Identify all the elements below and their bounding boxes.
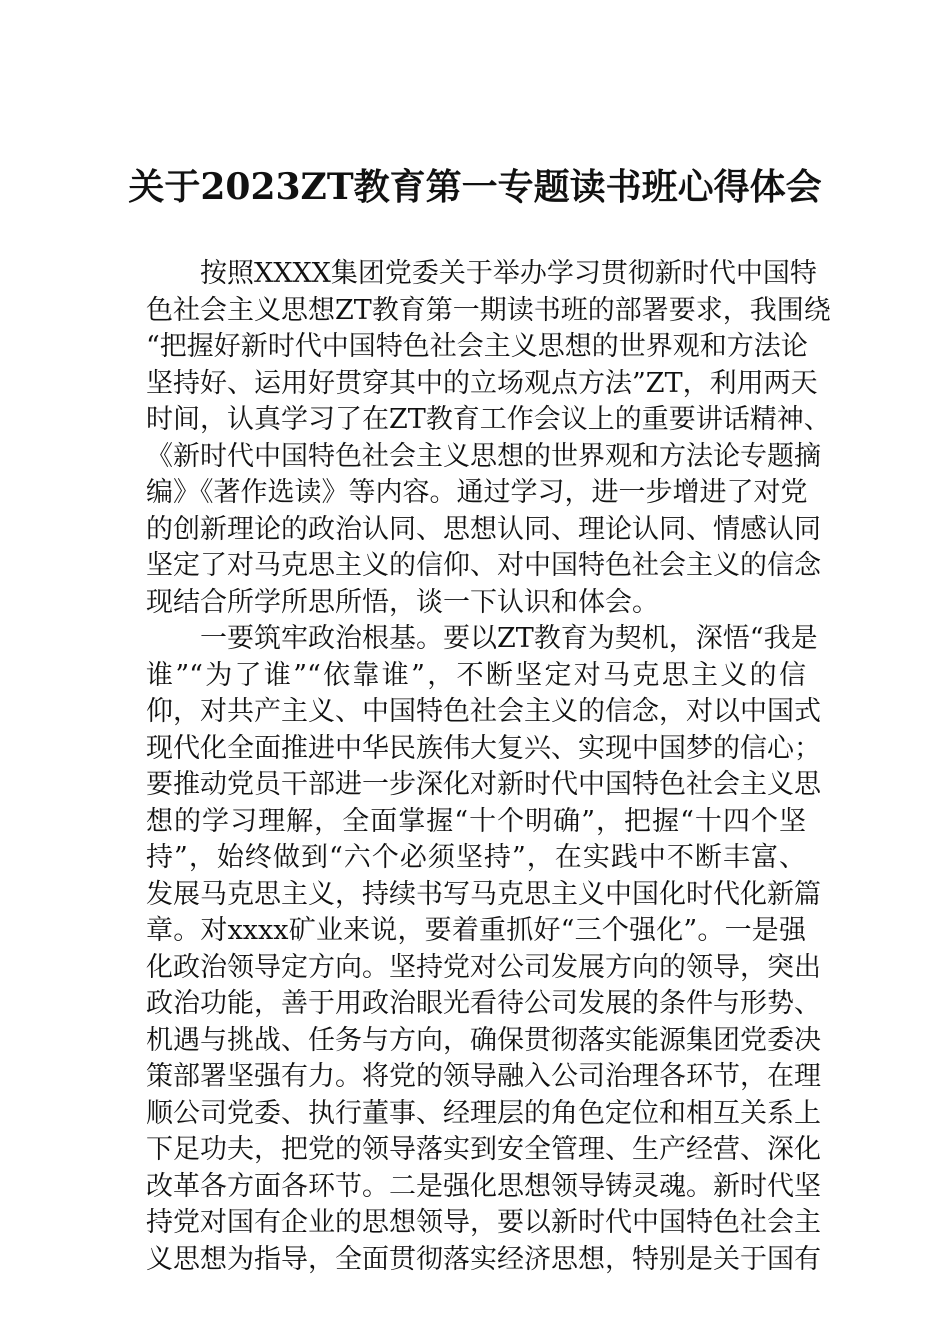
paragraph-line: 政治功能，善于用政治眼光看待公司发展的条件与形势、: [146, 988, 821, 1019]
paragraph-line: 章。对xxxx矿业来说，要着重抓好“三个强化”。一是强: [146, 915, 806, 946]
paragraph-line: 坚定了对马克思主义的信仰、对中国特色社会主义的信念: [146, 550, 821, 581]
paragraph-1: [146, 256, 831, 621]
paragraph-line: 策部署坚强有力。将党的领导融入公司治理各环节，在理: [146, 1061, 821, 1092]
paragraph-line: 义思想为指导，全面贯彻落实经济思想，特别是关于国有: [146, 1243, 821, 1275]
paragraph-line: 《新时代中国特色社会主义思想的世界观和方法论专题摘: [146, 440, 821, 472]
paragraph-line: 的创新理论的政治认同、思想认同、理论认同、情感认同: [146, 513, 821, 545]
paragraph-line: 化政治领导定方向。坚持党对公司发展方向的领导，突出: [146, 951, 821, 983]
paragraph-line: 谁”“为了谁”“依靠谁”，不断坚定对马克思主义的信: [146, 659, 806, 691]
paragraph-line: 机遇与挑战、任务与方向，确保贯彻落实能源集团党委决: [146, 1024, 821, 1056]
paragraph-line: 持”，始终做到“六个必须坚持”，在实践中不断丰富、: [146, 842, 806, 873]
paragraph-line: 仰，对共产主义、中国特色社会主义的信念，对以中国式: [146, 696, 821, 727]
paragraph-line: 下足功夫，把党的领导落实到安全管理、生产经营、深化: [146, 1134, 821, 1165]
paragraph-line: 现代化全面推进中华民族伟大复兴、实现中国梦的信心；: [146, 732, 821, 764]
paragraph-line: 发展马克思主义，持续书写马克思主义中国化时代化新篇: [146, 878, 821, 910]
paragraph-line: “把握好新时代中国特色社会主义思想的世界观和方法论: [146, 331, 808, 362]
paragraph-line: 编》《著作选读》等内容。通过学习，进一步增进了对党: [146, 477, 808, 508]
paragraph-2: [146, 621, 821, 1278]
paragraph-line: 色社会主义思想ZT教育第一期读书班的部署要求，我围绕: [146, 294, 831, 326]
paragraph-line: 想的学习理解，全面掌握“十个明确”，把握“十四个坚: [146, 805, 806, 837]
paragraph-line: 要推动党员干部进一步深化对新时代中国特色社会主义思: [146, 769, 821, 800]
document-title: 关于2023ZT教育第一专题读书班心得体会: [128, 166, 822, 208]
paragraph-line: 持党对国有企业的思想领导，要以新时代中国特色社会主: [146, 1207, 821, 1238]
paragraph-line: 坚持好、运用好贯穿其中的立场观点方法”ZT，利用两天: [146, 367, 818, 399]
paragraph-line: 顺公司党委、执行董事、经理层的角色定位和相互关系上: [146, 1097, 821, 1129]
paragraph-line: 现结合所学所思所悟，谈一下认识和体会。: [146, 586, 659, 618]
document-body: [146, 256, 831, 1278]
paragraph-line: 时间，认真学习了在ZT教育工作会议上的重要讲话精神、: [146, 404, 831, 435]
paragraph-line: 一要筑牢政治根基。要以ZT教育为契机，深悟“我是: [200, 623, 818, 654]
paragraph-line: 改革各方面各环节。二是强化思想领导铸灵魂。新时代坚: [146, 1170, 821, 1202]
paragraph-line: 按照XXXX集团党委关于举办学习贯彻新时代中国特: [200, 258, 817, 289]
